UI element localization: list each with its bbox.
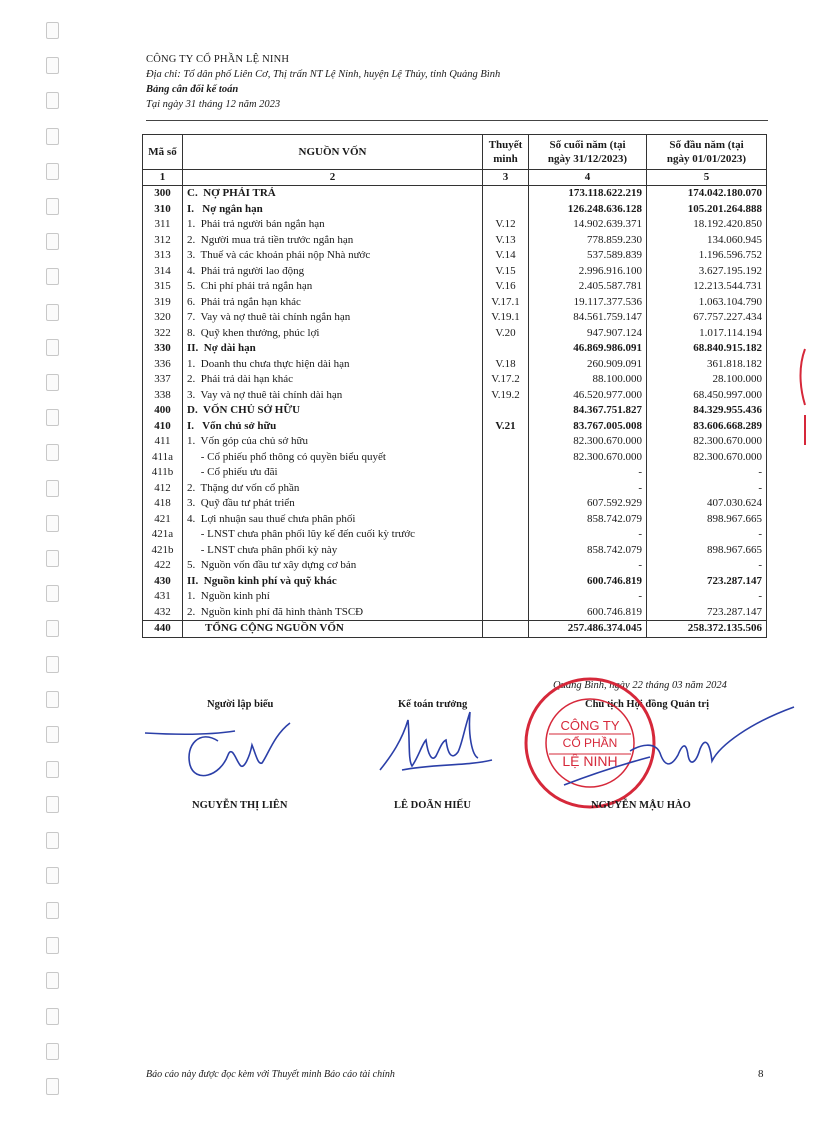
row-begin-year-value: 68.840.915.182	[647, 341, 767, 357]
row-code: 421b	[143, 543, 183, 559]
row-note	[483, 186, 529, 202]
preparer-title: Người lập biểu	[207, 699, 274, 710]
company-stamp-icon	[515, 668, 665, 818]
row-begin-year-value: 723.287.147	[647, 574, 767, 590]
row-code: 421a	[143, 527, 183, 543]
row-note: V.15	[483, 264, 529, 280]
binding-hole	[46, 480, 59, 497]
company-name: CÔNG TY CỔ PHẦN LỆ NINH	[146, 54, 290, 65]
row-code: 430	[143, 574, 183, 590]
row-begin-year-value: 84.329.955.436	[647, 403, 767, 419]
chairman-name: NGUYỄN MẬU HÀO	[591, 800, 691, 811]
row-end-year-value: 607.592.929	[529, 496, 647, 512]
row-end-year-value: 2.405.587.781	[529, 279, 647, 295]
header-note: Thuyết minh	[483, 135, 529, 170]
row-name: 1. Nguồn kinh phí	[183, 589, 483, 605]
row-begin-year-value: -	[647, 589, 767, 605]
binding-hole	[46, 620, 59, 637]
binding-hole	[46, 339, 59, 356]
binding-hole	[46, 832, 59, 849]
row-code: 319	[143, 295, 183, 311]
row-end-year-value: 82.300.670.000	[529, 434, 647, 450]
table-header-row	[143, 135, 767, 170]
row-name: II. Nợ dài hạn	[183, 341, 483, 357]
preparer-name: NGUYỄN THỊ LIÊN	[192, 800, 288, 811]
table-row	[143, 217, 767, 233]
row-note	[483, 434, 529, 450]
table-row	[143, 202, 767, 218]
row-begin-year-value: 174.042.180.070	[647, 186, 767, 202]
total-row	[143, 621, 767, 638]
row-code: 411b	[143, 465, 183, 481]
table-row	[143, 589, 767, 605]
row-note: V.21	[483, 419, 529, 435]
binding-hole	[46, 761, 59, 778]
table-row	[143, 481, 767, 497]
accountant-name: LÊ DOÃN HIẾU	[394, 800, 472, 811]
row-begin-year-value: 1.017.114.194	[647, 326, 767, 342]
table-row	[143, 310, 767, 326]
row-name: 1. Doanh thu chưa thực hiện dài hạn	[183, 357, 483, 373]
binding-hole	[46, 128, 59, 145]
binding-hole	[46, 550, 59, 567]
binding-hole	[46, 233, 59, 250]
row-begin-year-value: -	[647, 465, 767, 481]
row-begin-year-value: -	[647, 527, 767, 543]
row-end-year-value: 2.996.916.100	[529, 264, 647, 280]
index-cell: 4	[529, 170, 647, 186]
row-begin-year-value: 1.063.104.790	[647, 295, 767, 311]
row-begin-year-value: 3.627.195.192	[647, 264, 767, 280]
row-end-year-value: 19.117.377.536	[529, 295, 647, 311]
row-note	[483, 605, 529, 621]
row-begin-year-value: 898.967.665	[647, 512, 767, 528]
table-row	[143, 264, 767, 280]
binding-hole	[46, 374, 59, 391]
row-end-year-value: -	[529, 558, 647, 574]
row-begin-year-value: 105.201.264.888	[647, 202, 767, 218]
row-code: 314	[143, 264, 183, 280]
row-name: 1. Vốn góp của chủ sở hữu	[183, 434, 483, 450]
row-name: 2. Thặng dư vốn cổ phần	[183, 481, 483, 497]
stamp-line3: LỆ NINH	[562, 753, 618, 769]
row-name: 2. Nguồn kinh phí đã hình thành TSCĐ	[183, 605, 483, 621]
row-begin-year-value: 723.287.147	[647, 605, 767, 621]
row-begin-year-value: 898.967.665	[647, 543, 767, 559]
binding-hole	[46, 902, 59, 919]
row-note	[483, 450, 529, 466]
index-cell: 3	[483, 170, 529, 186]
row-note	[483, 558, 529, 574]
edge-stamp-fragment-icon	[795, 345, 809, 455]
table-row	[143, 496, 767, 512]
binding-hole	[46, 585, 59, 602]
total-code: 440	[143, 621, 183, 638]
row-end-year-value: 858.742.079	[529, 543, 647, 559]
binding-hole	[46, 937, 59, 954]
table-body	[143, 186, 767, 638]
row-end-year-value: 84.561.759.147	[529, 310, 647, 326]
binding-hole	[46, 867, 59, 884]
row-end-year-value: -	[529, 481, 647, 497]
row-end-year-value: 82.300.670.000	[529, 450, 647, 466]
preparer-signature-icon	[140, 715, 300, 785]
row-note: V.17.2	[483, 372, 529, 388]
accountant-signature-icon	[372, 700, 502, 780]
accountant-title: Kế toán trưởng	[398, 699, 468, 710]
table-row	[143, 558, 767, 574]
row-code: 311	[143, 217, 183, 233]
row-end-year-value: -	[529, 527, 647, 543]
row-code: 337	[143, 372, 183, 388]
table-row	[143, 186, 767, 202]
binding-hole	[46, 1078, 59, 1095]
row-code: 336	[143, 357, 183, 373]
table-row	[143, 403, 767, 419]
place-date: Quảng Bình, ngày 22 tháng 03 năm 2024	[553, 680, 727, 691]
row-begin-year-value: 407.030.624	[647, 496, 767, 512]
row-name: 3. Vay và nợ thuê tài chính dài hạn	[183, 388, 483, 404]
binding-hole	[46, 726, 59, 743]
binding-hole	[46, 972, 59, 989]
row-begin-year-value: 83.606.668.289	[647, 419, 767, 435]
row-name: - Cổ phiếu ưu đãi	[183, 465, 483, 481]
row-name: 6. Phải trả ngắn hạn khác	[183, 295, 483, 311]
page-number: 8	[758, 1068, 764, 1080]
row-begin-year-value: 134.060.945	[647, 233, 767, 249]
row-code: 312	[143, 233, 183, 249]
row-code: 422	[143, 558, 183, 574]
binding-hole	[46, 1008, 59, 1025]
row-begin-year-value: -	[647, 481, 767, 497]
index-cell: 2	[183, 170, 483, 186]
row-end-year-value: 778.859.230	[529, 233, 647, 249]
document-header	[146, 52, 768, 112]
table-row	[143, 543, 767, 559]
row-code: 411a	[143, 450, 183, 466]
row-note: V.14	[483, 248, 529, 264]
report-date: Tại ngày 31 tháng 12 năm 2023	[146, 99, 281, 110]
row-begin-year-value: 28.100.000	[647, 372, 767, 388]
binding-hole	[46, 656, 59, 673]
row-begin-year-value: 1.196.596.752	[647, 248, 767, 264]
row-code: 400	[143, 403, 183, 419]
company-address: Địa chỉ: Tổ dân phố Liên Cơ, Thị trấn NT Lệ Ninh, huyện Lệ Thủy, tỉnh Quảng Bình	[146, 69, 501, 80]
row-begin-year-value: 361.818.182	[647, 357, 767, 373]
row-note: V.17.1	[483, 295, 529, 311]
row-name: I. Nợ ngắn hạn	[183, 202, 483, 218]
row-end-year-value: 600.746.819	[529, 605, 647, 621]
table-row	[143, 279, 767, 295]
row-begin-year-value: 18.192.420.850	[647, 217, 767, 233]
row-code: 322	[143, 326, 183, 342]
index-cell: 1	[143, 170, 183, 186]
row-note	[483, 481, 529, 497]
row-code: 313	[143, 248, 183, 264]
row-name: 5. Chi phí phải trả ngắn hạn	[183, 279, 483, 295]
row-code: 315	[143, 279, 183, 295]
row-note: V.20	[483, 326, 529, 342]
row-end-year-value: 537.589.839	[529, 248, 647, 264]
row-note: V.19.2	[483, 388, 529, 404]
row-end-year-value: 126.248.636.128	[529, 202, 647, 218]
chairman-title: Chủ tịch Hội đồng Quản trị	[585, 699, 709, 710]
row-code: 411	[143, 434, 183, 450]
binding-hole	[46, 163, 59, 180]
table-row	[143, 295, 767, 311]
table-row	[143, 465, 767, 481]
binding-hole	[46, 796, 59, 813]
binding-hole	[46, 691, 59, 708]
row-note	[483, 403, 529, 419]
table-row	[143, 419, 767, 435]
row-note: V.18	[483, 357, 529, 373]
row-name: 2. Phải trả dài hạn khác	[183, 372, 483, 388]
stamp-line2: CỔ PHẦN	[562, 736, 618, 750]
row-note: V.12	[483, 217, 529, 233]
row-note	[483, 543, 529, 559]
table-row	[143, 248, 767, 264]
binding-hole	[46, 57, 59, 74]
row-code: 421	[143, 512, 183, 528]
row-end-year-value: 173.118.622.219	[529, 186, 647, 202]
row-note	[483, 341, 529, 357]
table-row	[143, 527, 767, 543]
row-end-year-value: 858.742.079	[529, 512, 647, 528]
row-name: C. NỢ PHẢI TRẢ	[183, 186, 483, 202]
row-note	[483, 496, 529, 512]
row-name: 1. Phải trả người bán ngắn hạn	[183, 217, 483, 233]
footer-note: Báo cáo này được đọc kèm với Thuyết minh Báo cáo tài chính	[146, 1069, 395, 1080]
row-note	[483, 202, 529, 218]
stamp-line1: CÔNG TY	[560, 718, 620, 733]
row-name: - LNST chưa phân phối lũy kế đến cuối kỳ trước	[183, 527, 483, 543]
binding-hole	[46, 515, 59, 532]
row-begin-year-value: -	[647, 558, 767, 574]
row-name: - LNST chưa phân phối kỳ này	[183, 543, 483, 559]
binding-hole	[46, 198, 59, 215]
row-code: 410	[143, 419, 183, 435]
table-row	[143, 605, 767, 621]
row-name: - Cổ phiếu phổ thông có quyền biểu quyết	[183, 450, 483, 466]
total-note	[483, 621, 529, 638]
row-name: 8. Quỹ khen thưởng, phúc lợi	[183, 326, 483, 342]
row-begin-year-value: 82.300.670.000	[647, 434, 767, 450]
row-note: V.16	[483, 279, 529, 295]
row-end-year-value: -	[529, 465, 647, 481]
binding-hole	[46, 409, 59, 426]
header-code: Mã số	[143, 135, 183, 170]
binding-hole	[46, 444, 59, 461]
row-note	[483, 512, 529, 528]
row-code: 418	[143, 496, 183, 512]
table-index-row	[143, 170, 767, 186]
row-name: 4. Lợi nhuận sau thuế chưa phân phối	[183, 512, 483, 528]
row-code: 310	[143, 202, 183, 218]
total-begin-year-value: 258.372.135.506	[647, 621, 767, 638]
binding-hole	[46, 92, 59, 109]
table-row	[143, 574, 767, 590]
header-end-year: Số cuối năm (tại ngày 31/12/2023)	[529, 135, 647, 170]
row-note: V.19.1	[483, 310, 529, 326]
binding-holes	[40, 0, 66, 1121]
table-row	[143, 512, 767, 528]
row-begin-year-value: 67.757.227.434	[647, 310, 767, 326]
header-name: NGUỒN VỐN	[183, 135, 483, 170]
report-title: Bảng cân đối kế toán	[146, 84, 239, 95]
row-code: 432	[143, 605, 183, 621]
total-label: TỔNG CỘNG NGUỒN VỐN	[183, 621, 483, 638]
row-code: 431	[143, 589, 183, 605]
table-row	[143, 434, 767, 450]
row-name: 3. Quỹ đầu tư phát triển	[183, 496, 483, 512]
binding-hole	[46, 1043, 59, 1060]
header-begin-year: Số đầu năm (tại ngày 01/01/2023)	[647, 135, 767, 170]
table-row	[143, 357, 767, 373]
row-note: V.13	[483, 233, 529, 249]
row-name: 5. Nguồn vốn đầu tư xây dựng cơ bản	[183, 558, 483, 574]
row-code: 320	[143, 310, 183, 326]
row-note	[483, 589, 529, 605]
table-row	[143, 372, 767, 388]
row-code: 300	[143, 186, 183, 202]
table-row	[143, 326, 767, 342]
index-cell: 5	[647, 170, 767, 186]
row-end-year-value: 88.100.000	[529, 372, 647, 388]
row-end-year-value: 947.907.124	[529, 326, 647, 342]
row-name: 7. Vay và nợ thuê tài chính ngắn hạn	[183, 310, 483, 326]
row-end-year-value: 14.902.639.371	[529, 217, 647, 233]
row-end-year-value: 84.367.751.827	[529, 403, 647, 419]
row-code: 330	[143, 341, 183, 357]
row-begin-year-value: 68.450.997.000	[647, 388, 767, 404]
row-end-year-value: -	[529, 589, 647, 605]
row-code: 412	[143, 481, 183, 497]
binding-hole	[46, 304, 59, 321]
row-name: 2. Người mua trả tiền trước ngắn hạn	[183, 233, 483, 249]
row-end-year-value: 83.767.005.008	[529, 419, 647, 435]
row-code: 338	[143, 388, 183, 404]
row-note	[483, 574, 529, 590]
row-note	[483, 527, 529, 543]
balance-sheet-table	[142, 134, 767, 638]
row-name: D. VỐN CHỦ SỞ HỮU	[183, 403, 483, 419]
table-row	[143, 450, 767, 466]
table-row	[143, 233, 767, 249]
row-end-year-value: 260.909.091	[529, 357, 647, 373]
row-end-year-value: 46.869.986.091	[529, 341, 647, 357]
row-name: II. Nguồn kinh phí và quỹ khác	[183, 574, 483, 590]
row-name: I. Vốn chủ sở hữu	[183, 419, 483, 435]
row-note	[483, 465, 529, 481]
table-row	[143, 341, 767, 357]
row-name: 4. Phải trả người lao động	[183, 264, 483, 280]
total-end-year-value: 257.486.374.045	[529, 621, 647, 638]
table-row	[143, 388, 767, 404]
binding-hole	[46, 22, 59, 39]
chairman-signature-icon	[560, 705, 800, 795]
row-name: 3. Thuế và các khoản phải nộp Nhà nước	[183, 248, 483, 264]
binding-hole	[46, 268, 59, 285]
row-begin-year-value: 82.300.670.000	[647, 450, 767, 466]
row-end-year-value: 46.520.977.000	[529, 388, 647, 404]
row-begin-year-value: 12.213.544.731	[647, 279, 767, 295]
row-end-year-value: 600.746.819	[529, 574, 647, 590]
header-divider	[146, 120, 768, 121]
